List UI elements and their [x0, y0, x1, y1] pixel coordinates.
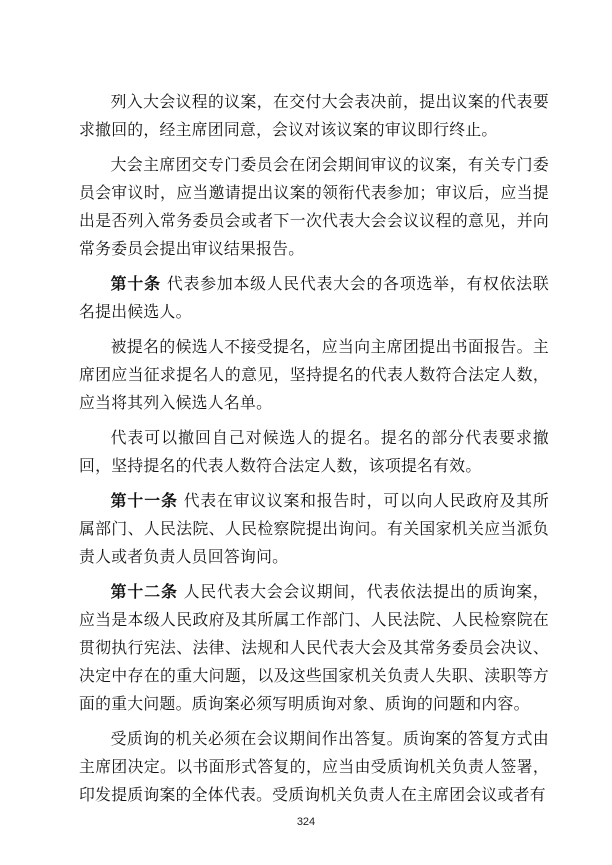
page-number: 324 — [296, 816, 316, 828]
article-10-heading: 第十条 — [110, 274, 162, 293]
paragraph-8-text: 受质询的机关必须在会议期间作出答复。质询案的答复方式由主席团决定。以书面形式答复的，应当由受质询机关负责人签署，印发提质询案的全体代表。受质询机关负责人在主席团会议或者有 — [79, 729, 549, 804]
paragraph-5-text: 代表可以撤回自己对候选人的提名。提名的部分代表要求撤回，坚持提名的代表人数符合法定人数，该项提名有效。 — [79, 428, 549, 475]
document-body — [79, 88, 549, 816]
article-11-text: 代表在审议议案和报告时，可以向人民政府及其所属部门、人民法院、人民检察院提出询问。有关国家机关应当派负责人或者负责人员回答询问。 — [79, 491, 549, 566]
paragraph-2 — [79, 151, 549, 263]
article-12-text: 人民代表大会会议期间，代表依法提出的质询案，应当是本级人民政府及其所属工作部门、人民法院、人民检察院在贯彻执行宪法、法律、法规和人民代表大会及其常务委员会决议、决定中存在的重大问题，以及这些国家机关负责人失职、渎职等方面的重大问题。质询案必须写明质询对象、质询的问题和内容。 — [79, 582, 549, 713]
article-11-paragraph — [79, 487, 549, 571]
paragraph-8 — [79, 725, 549, 809]
paragraph-5 — [79, 424, 549, 480]
article-12-paragraph — [79, 578, 549, 718]
article-10-text: 代表参加本级人民代表大会的各项选举，有权依法联名提出候选人。 — [79, 274, 549, 321]
article-11-heading: 第十一条 — [110, 491, 178, 510]
paragraph-1 — [79, 88, 549, 144]
paragraph-1-text: 列入大会议程的议案，在交付大会表决前，提出议案的代表要求撤回的，经主席团同意，会议对该议案的审议即行终止。 — [79, 92, 549, 139]
paragraph-2-text: 大会主席团交专门委员会在闭会期间审议的议案，有关专门委员会审议时，应当邀请提出议案的领衔代表参加；审议后，应当提出是否列入常务委员会或者下一次代表大会会议议程的意见，并向常务委员会提出审议结果报告。 — [79, 155, 549, 258]
article-10-paragraph — [79, 270, 549, 326]
paragraph-4-text: 被提名的候选人不接受提名，应当向主席团提出书面报告。主席团应当征求提名人的意见，坚持提名的代表人数符合法定人数，应当将其列入候选人名单。 — [79, 337, 549, 412]
paragraph-4 — [79, 333, 549, 417]
article-12-heading: 第十二条 — [110, 582, 178, 601]
